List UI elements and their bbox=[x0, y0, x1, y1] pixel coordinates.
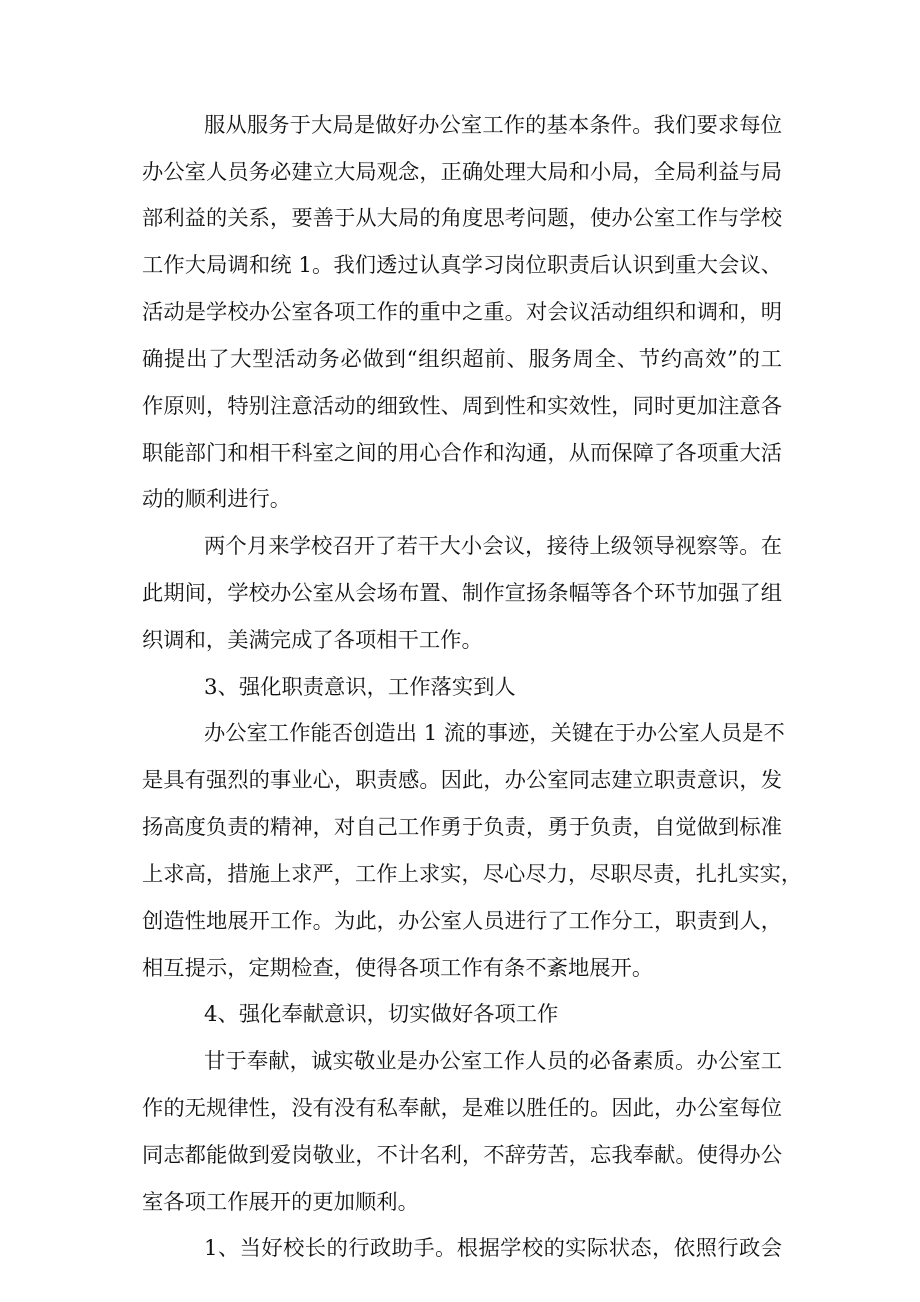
paragraph-line: 相互提示，定期检查，使得各项工作有条不紊地展开。 bbox=[142, 956, 654, 981]
paragraph-line: 甘于奉献，诚实敬业是办公室工作人员的必备素质。办公室工 bbox=[204, 1049, 782, 1074]
paragraph-line: 部利益的关系，要善于从大局的角度思考问题，使办公室工作与学校 bbox=[142, 206, 782, 231]
paragraph-line: 服从服务于大局是做好办公室工作的基本条件。我们要求每位 bbox=[204, 113, 782, 138]
paragraph-line: 此期间，学校办公室从会场布置、制作宣扬条幅等各个环节加强了组 bbox=[142, 581, 782, 606]
paragraph-line: 上求高，措施上求严，工作上求实，尽心尽力，尽职尽责，扎扎实实， bbox=[142, 862, 803, 887]
paragraph-line: 创造性地展开工作。为此，办公室人员进行了工作分工，职责到人， bbox=[142, 909, 782, 934]
paragraph-line: 室各项工作展开的更加顺利。 bbox=[142, 1190, 419, 1215]
paragraph-line: 两个月来学校召开了若干大小会议，接待上级领导视察等。在 bbox=[204, 534, 782, 559]
paragraph-line: 活动是学校办公室各项工作的重中之重。对会议活动组织和调和，明 bbox=[142, 300, 782, 325]
paragraph-line: 动的顺利进行。 bbox=[142, 487, 292, 512]
paragraph-line: 作的无规律性，没有没有私奉献，是难以胜任的。因此，办公室每位 bbox=[142, 1096, 782, 1121]
paragraph-line: 扬高度负责的精神，对自己工作勇于负责，勇于负责，自觉做到标准 bbox=[142, 815, 782, 840]
paragraph-line: 工作大局调和统 1。我们透过认真学习岗位职责后认识到重大会议、 bbox=[142, 253, 782, 278]
section-heading: 3、强化职责意识，工作落实到人 bbox=[204, 675, 516, 700]
paragraph-line: 办公室工作能否创造出 1 流的事迹，关键在于办公室人员是不 bbox=[204, 721, 785, 746]
paragraph-line: 确提出了大型活动务必做到“组织超前、服务周全、节约高效”的工 bbox=[142, 347, 782, 372]
paragraph-line: 1、当好校长的行政助手。根据学校的实际状态，依照行政会 bbox=[204, 1236, 782, 1261]
paragraph-line: 是具有强烈的事业心，职责感。因此，办公室同志建立职责意识，发 bbox=[142, 768, 782, 793]
paragraph-line: 作原则，特别注意活动的细致性、周到性和实效性，同时更加注意各 bbox=[142, 394, 782, 419]
paragraph-line: 办公室人员务必建立大局观念，正确处理大局和小局，全局利益与局 bbox=[142, 160, 782, 185]
paragraph-line: 职能部门和相干科室之间的用心合作和沟通，从而保障了各项重大活 bbox=[142, 441, 782, 466]
paragraph-line: 织调和，美满完成了各项相干工作。 bbox=[142, 628, 483, 653]
section-heading: 4、强化奉献意识，切实做好各项工作 bbox=[204, 1002, 559, 1027]
paragraph-line: 同志都能做到爱岗敬业，不计名利，不辞劳苦，忘我奉献。使得办公 bbox=[142, 1143, 782, 1168]
